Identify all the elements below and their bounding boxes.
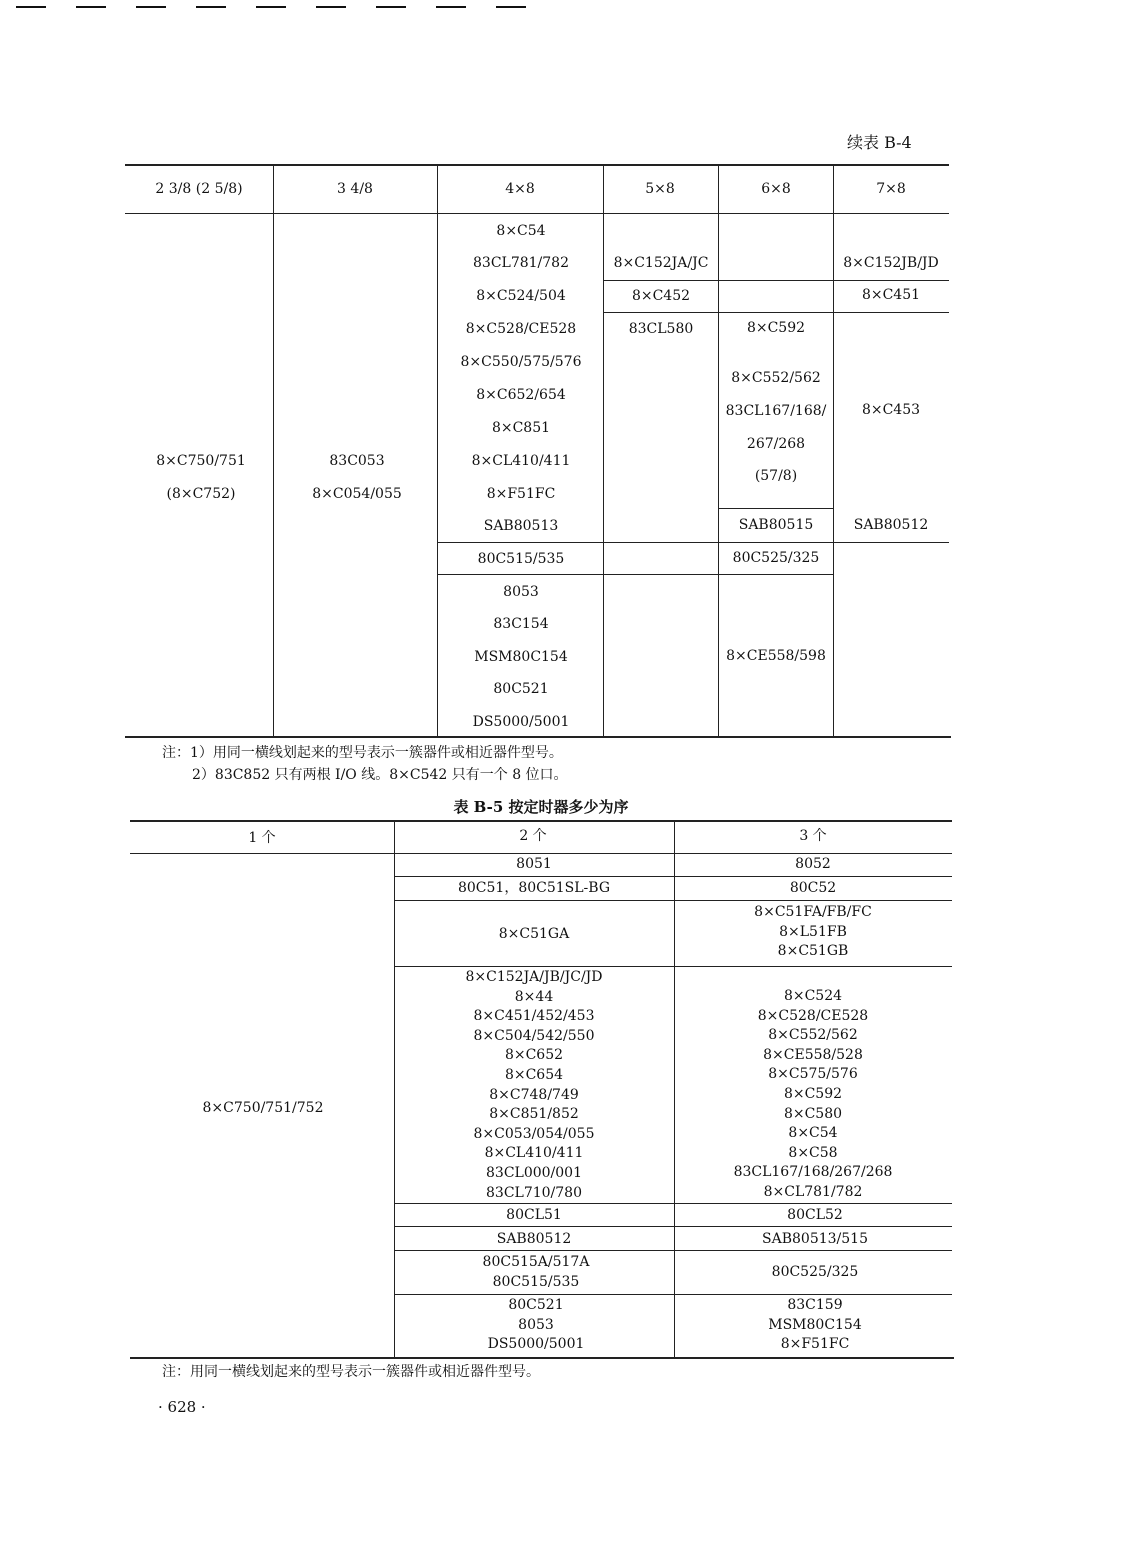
table-cell: 83CL781/782 <box>473 255 569 271</box>
table-cell: 83CL580 <box>628 321 694 337</box>
continued-table-label: 续表 B-4 <box>847 133 912 152</box>
table-cell: MSM80C154 <box>474 649 568 665</box>
table-cell: 8053 <box>503 584 539 600</box>
header-cell: 1 个 <box>248 830 276 846</box>
table-cell: 8052 <box>795 856 831 872</box>
table-cell: SAB80513/515 <box>762 1231 868 1247</box>
table-cell: 8×C054/055 <box>312 486 402 502</box>
table-cell: SAB80515 <box>738 517 814 533</box>
table-cell: 8×C152JB/JD <box>843 255 939 271</box>
table-cell: 267/268 <box>746 436 806 452</box>
header-cell: 3 4/8 <box>337 181 373 197</box>
table-cell: SAB80512 <box>496 1231 572 1247</box>
header-cell: 5×8 <box>645 181 675 197</box>
table-cell: 8×C152JA/JB/JC/JD 8×44 8×C451/452/453 8×C504/542/550 8×C652 8×C654 8×C748/749 8×C851/852 8×C053/054/055 8×CL410/411 83CL000/001 83CL710/780 <box>465 969 603 1201</box>
table-cell: SAB80513 <box>483 518 559 534</box>
header-cell: 7×8 <box>876 181 906 197</box>
table-cell: 8×C652/654 <box>476 387 566 403</box>
table-cell: 8×C452 <box>631 288 691 304</box>
table-cell: 8051 <box>516 856 552 872</box>
table-cell: 80C521 <box>493 681 549 697</box>
table-cell: 80C521 8053 DS5000/5001 <box>487 1297 585 1353</box>
table-cell: 83C159 MSM80C154 8×F51FC <box>768 1297 862 1353</box>
table-cell: 83C154 <box>493 616 549 632</box>
table-cell: 8×C524/504 <box>476 288 566 304</box>
table-cell: 80CL51 <box>506 1207 562 1223</box>
table-cell: 8×CE558/598 <box>726 648 826 664</box>
table-note: 注：用同一横线划起来的型号表示一簇器件或相近器件型号。 <box>162 1364 540 1380</box>
table-cell: (57/8) <box>754 468 798 484</box>
table-cell: 83C053 <box>329 453 385 469</box>
table-cell: 80CL52 <box>787 1207 843 1223</box>
header-cell: 2 个 <box>519 828 547 844</box>
table-caption: 表 B-5 按定时器多少为序 <box>453 798 629 816</box>
table-cell: 80C515/535 <box>477 551 565 567</box>
table-cell: DS5000/5001 <box>472 714 570 730</box>
table-cell: 8×F51FC <box>486 486 556 502</box>
table-cell: 8×C51GA <box>498 926 570 942</box>
table-cell: 8×C592 <box>746 320 806 336</box>
table-cell: (8×C752) <box>166 486 236 502</box>
table-cell: 8×C750/751/752 <box>202 1100 324 1116</box>
table-cell: 8×C550/575/576 <box>460 354 582 370</box>
table-cell: 80C515A/517A 80C515/535 <box>482 1254 590 1290</box>
table-cell: 8×C451 <box>861 287 921 303</box>
table-cell: 8×C453 <box>861 402 921 418</box>
table-cell: 8×C524 8×C528/CE528 8×C552/562 8×CE558/528 8×C575/576 8×C592 8×C580 8×C54 8×C58 83CL167/168/267/268 8×CL781/782 <box>733 988 893 1200</box>
header-cell: 6×8 <box>761 181 791 197</box>
table-cell: 8×C152JA/JC <box>613 255 709 271</box>
table-cell: 80C525/325 <box>732 550 820 566</box>
table-cell: 83CL167/168/ <box>725 403 827 419</box>
header-cell: 4×8 <box>505 181 535 197</box>
table-cell: 8×C750/751 <box>156 453 246 469</box>
table-cell: 80C52 <box>789 880 837 896</box>
page-number: · 628 · <box>158 1398 206 1416</box>
header-cell: 3 个 <box>799 828 827 844</box>
table-cell: 8×CL410/411 <box>471 453 571 469</box>
table-cell: 80C51，80C51SL-BG <box>457 880 611 896</box>
table-cell: 8×C54 <box>496 223 546 239</box>
table-note: 2）83C852 只有两根 I/O 线。8×C542 只有一个 8 位口。 <box>192 767 568 783</box>
table-cell: 8×C528/CE528 <box>465 321 577 337</box>
table-cell: 8×C851 <box>491 420 551 436</box>
table-cell: SAB80512 <box>853 517 929 533</box>
table-cell: 8×C51FA/FB/FC 8×L51FB 8×C51GB <box>754 904 872 960</box>
header-cell: 2 3/8 (2 5/8) <box>155 181 243 197</box>
table-cell: 80C525/325 <box>771 1264 859 1280</box>
table-cell: 8×C552/562 <box>731 370 821 386</box>
table-note: 注：1）用同一横线划起来的型号表示一簇器件或相近器件型号。 <box>162 745 563 761</box>
